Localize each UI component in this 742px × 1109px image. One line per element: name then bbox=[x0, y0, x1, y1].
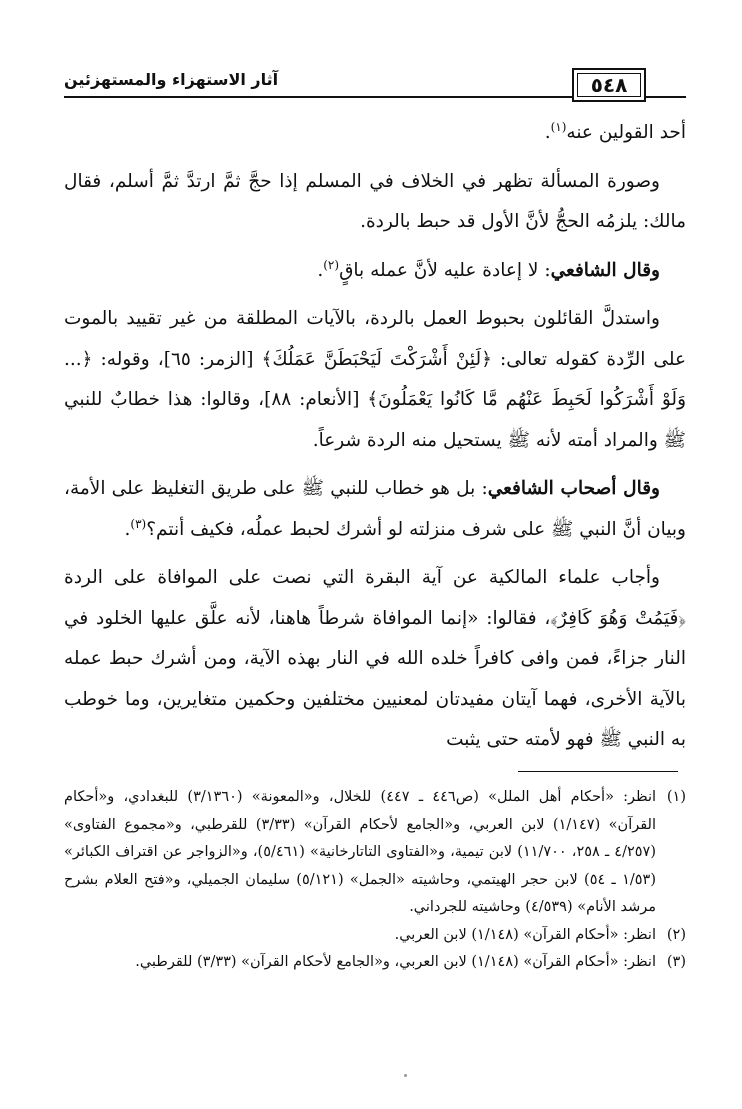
running-title: آثار الاستهزاء والمستهزئين bbox=[64, 70, 284, 89]
footnote-text: انظر: «أحكام أهل الملل» (ص٤٤٦ ـ ٤٤٧) للخلال، و«المعونة» (٣/١٣٦٠) للبغدادي، و«أحكام القرآن» (١/١٤٧) لابن العربي، و«الجامع لأحكام القرآن» (٣/٣٣) للقرطبي، و«مجموع الفتاوى» (٤/٢٥٧ ـ ٢٥٨، ١١/٧٠٠) لابن تيمية، و«الفتاوى التاتارخانية» (٥/٤٦١)، و«الزواجر عن اقتراف الكبائر» (١/٥٣ ـ ٥٤) لابن حجر الهيتمي، وحاشيته «الجمل» (٥/١٢١) سليمان الجميلي، و«فتح العلام بشرح مرشد الأنام» (٤/٥٣٩) وحاشيته للجرداني. bbox=[64, 789, 657, 915]
paragraph-2: وصورة المسألة تظهر في الخلاف في المسلم إذا حجَّ ثمَّ ارتدَّ ثمَّ أسلم، فقال مالك: يلزمُه الحجُّ لأنَّ الأول قد حبط بالردة. bbox=[64, 170, 686, 232]
footnote-number: (١) bbox=[666, 789, 686, 805]
paragraph-3 bbox=[64, 251, 686, 292]
page-number-box bbox=[572, 68, 646, 102]
paragraph-5-end: . bbox=[124, 518, 131, 540]
paragraph-1-text: أحد القولين عنه bbox=[566, 122, 686, 143]
paragraph-1-end: . bbox=[544, 122, 551, 143]
footnote-2 bbox=[64, 922, 686, 950]
footnotes bbox=[64, 784, 686, 977]
paragraph-3-end: . bbox=[317, 259, 324, 281]
footnote-separator bbox=[518, 771, 678, 772]
paragraph-1 bbox=[64, 113, 686, 154]
paragraph-4: واستدلَّ القائلون بحبوط العمل بالردة، بالآيات المطلقة من غير تقييد بالموت على الرِّدة كقوله تعالى: ﴿لَئِنْ أَشْرَكْتَ لَيَحْبَطَنَّ عَمَلُكَ﴾ [الزمر: ٦٥]، وقوله: ﴿... وَلَوْ أَشْرَكُوا لَحَبِطَ عَنْهُم مَّا كَانُوا يَعْمَلُونَ﴾ [الأنعام: ٨٨]، وقالوا: هذا خطابٌ للنبي ﷺ والمراد أمته لأنه ﷺ يستحيل منه الردة شرعاً. bbox=[64, 308, 686, 451]
footnote-1 bbox=[64, 784, 686, 922]
paragraph-3-lead: وقال الشافعي bbox=[550, 259, 660, 281]
running-header bbox=[64, 68, 686, 108]
footnote-ref-3: (٣) bbox=[130, 516, 147, 531]
footnote-number: (٣) bbox=[666, 954, 686, 970]
page-number: ٥٤٨ bbox=[590, 73, 628, 97]
main-text bbox=[64, 113, 686, 769]
scan-speck bbox=[404, 1074, 407, 1077]
paragraph-5 bbox=[64, 469, 686, 550]
footnote-text: انظر: «أحكام القرآن» (١/١٤٨) لابن العربي. bbox=[394, 926, 656, 943]
footnote-text: انظر: «أحكام القرآن» (١/١٤٨) لابن العربي، و«الجامع لأحكام القرآن» (٣/٣٣) للقرطبي. bbox=[135, 954, 656, 970]
paragraph-5-lead: وقال أصحاب الشافعي bbox=[487, 478, 660, 499]
paragraph-6: وأجاب علماء المالكية عن آية البقرة التي نصت على الموافاة على الردة ﴿فَيَمُتْ وَهُوَ كَافِرٌ﴾، فقالوا: «إنما الموافاة شرطاً هاهنا، لأنه علَّق عليها الخلود في النار جزاءً، فمن وافى كافراً خلده الله في النار بهذه الآية، ومن أشرك حبط عمله بالآية الأخرى، فهما آيتان مفيدتان لمعنيين مختلفين وحكمين متغايرين، وما خوطب به النبي ﷺ فهو لأمته حتى يثبت bbox=[64, 567, 686, 750]
footnote-3 bbox=[64, 949, 686, 977]
footnote-ref-1: (١) bbox=[550, 119, 567, 134]
paragraph-3-text: : لا إعادة عليه لأنَّ عمله باقٍ bbox=[339, 259, 551, 281]
footnote-ref-2: (٢) bbox=[323, 257, 340, 272]
footnote-number: (٢) bbox=[666, 926, 686, 943]
paragraph-5-text: : بل هو خطاب للنبي ﷺ على طريق التغليظ على الأمة، وبيان أنَّ النبي ﷺ على شرف منزلته لو أشرك لحبط عملُه، فكيف أنتم؟ bbox=[64, 478, 686, 540]
